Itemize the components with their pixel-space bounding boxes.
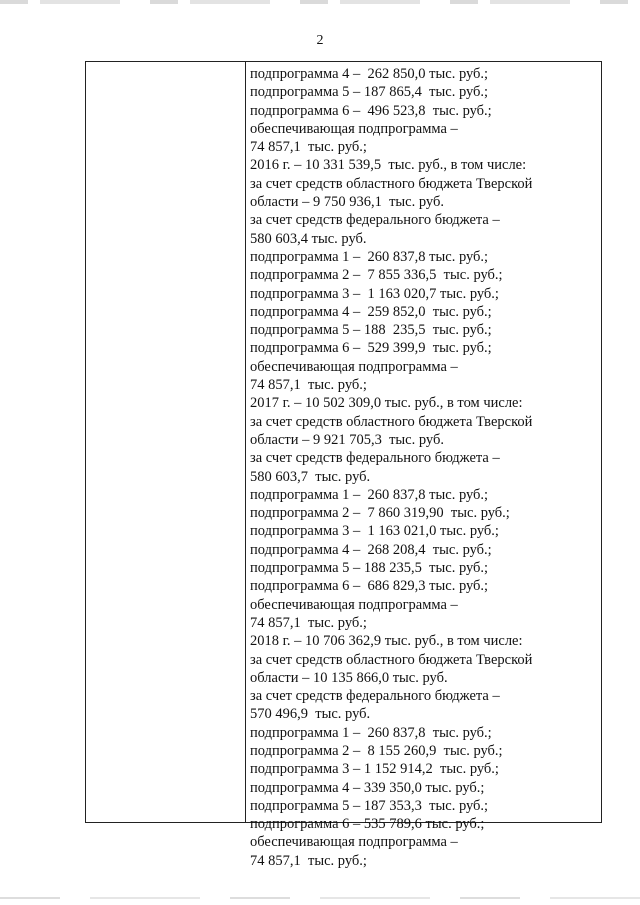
funding-line: подпрограмма 2 – 7 855 336,5 тыс. руб.;: [250, 267, 503, 284]
funding-line: подпрограмма 1 – 260 837,8 тыс. руб.;: [250, 486, 489, 503]
funding-line: 74 857,1 тыс. руб.;: [250, 614, 367, 631]
funding-line: подпрограмма 3 – 1 152 914,2 тыс. руб.;: [250, 761, 499, 778]
table-left-cell: [86, 62, 246, 822]
funding-line: подпрограмма 5 – 187 353,3 тыс. руб.;: [250, 797, 489, 814]
funding-line: подпрограмма 2 – 8 155 260,9 тыс. руб.;: [250, 742, 503, 759]
funding-line: обеспечивающая подпрограмма –: [250, 596, 458, 613]
funding-line: подпрограмма 5 – 188 235,5 тыс. руб.;: [250, 322, 492, 339]
funding-line: подпрограмма 3 – 1 163 020,7 тыс. руб.;: [250, 285, 499, 302]
funding-line: обеспечивающая подпрограмма –: [250, 834, 458, 851]
funding-line: подпрограмма 3 – 1 163 021,0 тыс. руб.;: [250, 523, 499, 540]
funding-line: подпрограмма 1 – 260 837,8 тыс. руб.;: [250, 248, 489, 265]
scan-edge-bottom: [0, 897, 640, 899]
funding-line: подпрограмма 6 – 686 829,3 тыс. руб.;: [250, 578, 489, 595]
funding-line: подпрограмма 5 – 188 235,5 тыс. руб.;: [250, 560, 489, 577]
funding-line: за счет средств федерального бюджета –: [250, 450, 500, 467]
funding-line: за счет средств областного бюджета Тверской: [250, 651, 533, 668]
funding-line: 2018 г. – 10 706 362,9 тыс. руб., в том числе:: [250, 633, 523, 650]
funding-line: 74 857,1 тыс. руб.;: [250, 852, 367, 869]
funding-line: 580 603,7 тыс. руб.: [250, 468, 371, 485]
scan-edge-top: [0, 0, 640, 4]
funding-line: 2017 г. – 10 502 309,0 тыс. руб., в том числе:: [250, 395, 523, 412]
funding-line: 580 603,4 тыс. руб.: [250, 230, 367, 247]
funding-line: подпрограмма 4 – 262 850,0 тыс. руб.;: [250, 66, 489, 82]
page-number: 2: [316, 33, 324, 48]
funding-line: 570 496,9 тыс. руб.: [250, 706, 371, 723]
funding-line: подпрограмма 2 – 7 860 319,90 тыс. руб.;: [250, 505, 510, 522]
funding-line: подпрограмма 5 – 187 865,4 тыс. руб.;: [250, 84, 489, 101]
funding-line: обеспечивающая подпрограмма –: [250, 358, 458, 375]
funding-line: области – 9 921 705,3 тыс. руб.: [250, 431, 444, 448]
funding-table: [85, 61, 602, 869]
funding-line: подпрограмма 4 – 259 852,0 тыс. руб.;: [250, 303, 492, 320]
funding-line: за счет средств областного бюджета Тверской: [250, 175, 533, 192]
funding-line: за счет средств федерального бюджета –: [250, 688, 500, 705]
funding-line: подпрограмма 6 – 496 523,8 тыс. руб.;: [250, 102, 492, 119]
funding-line: области – 9 750 936,1 тыс. руб.: [250, 194, 444, 211]
funding-line: обеспечивающая подпрограмма –: [250, 120, 458, 137]
table-right-cell: [246, 62, 601, 869]
funding-line: 74 857,1 тыс. руб.;: [250, 139, 367, 156]
funding-line: за счет средств областного бюджета Тверской: [250, 413, 533, 430]
funding-line: подпрограмма 1 – 260 837,8 тыс. руб.;: [250, 724, 492, 741]
funding-line: за счет средств федерального бюджета –: [250, 212, 500, 229]
funding-line: подпрограмма 6 – 535 789,6 тыс. руб.;: [250, 816, 485, 833]
funding-line: 2016 г. – 10 331 539,5 тыс. руб., в том числе:: [250, 157, 527, 174]
funding-line: подпрограмма 4 – 339 350,0 тыс. руб.;: [250, 779, 485, 796]
funding-line: подпрограмма 4 – 268 208,4 тыс. руб.;: [250, 541, 492, 558]
funding-line: 74 857,1 тыс. руб.;: [250, 377, 367, 394]
funding-line: области – 10 135 866,0 тыс. руб.: [250, 669, 448, 686]
funding-line: подпрограмма 6 – 529 399,9 тыс. руб.;: [250, 340, 492, 357]
